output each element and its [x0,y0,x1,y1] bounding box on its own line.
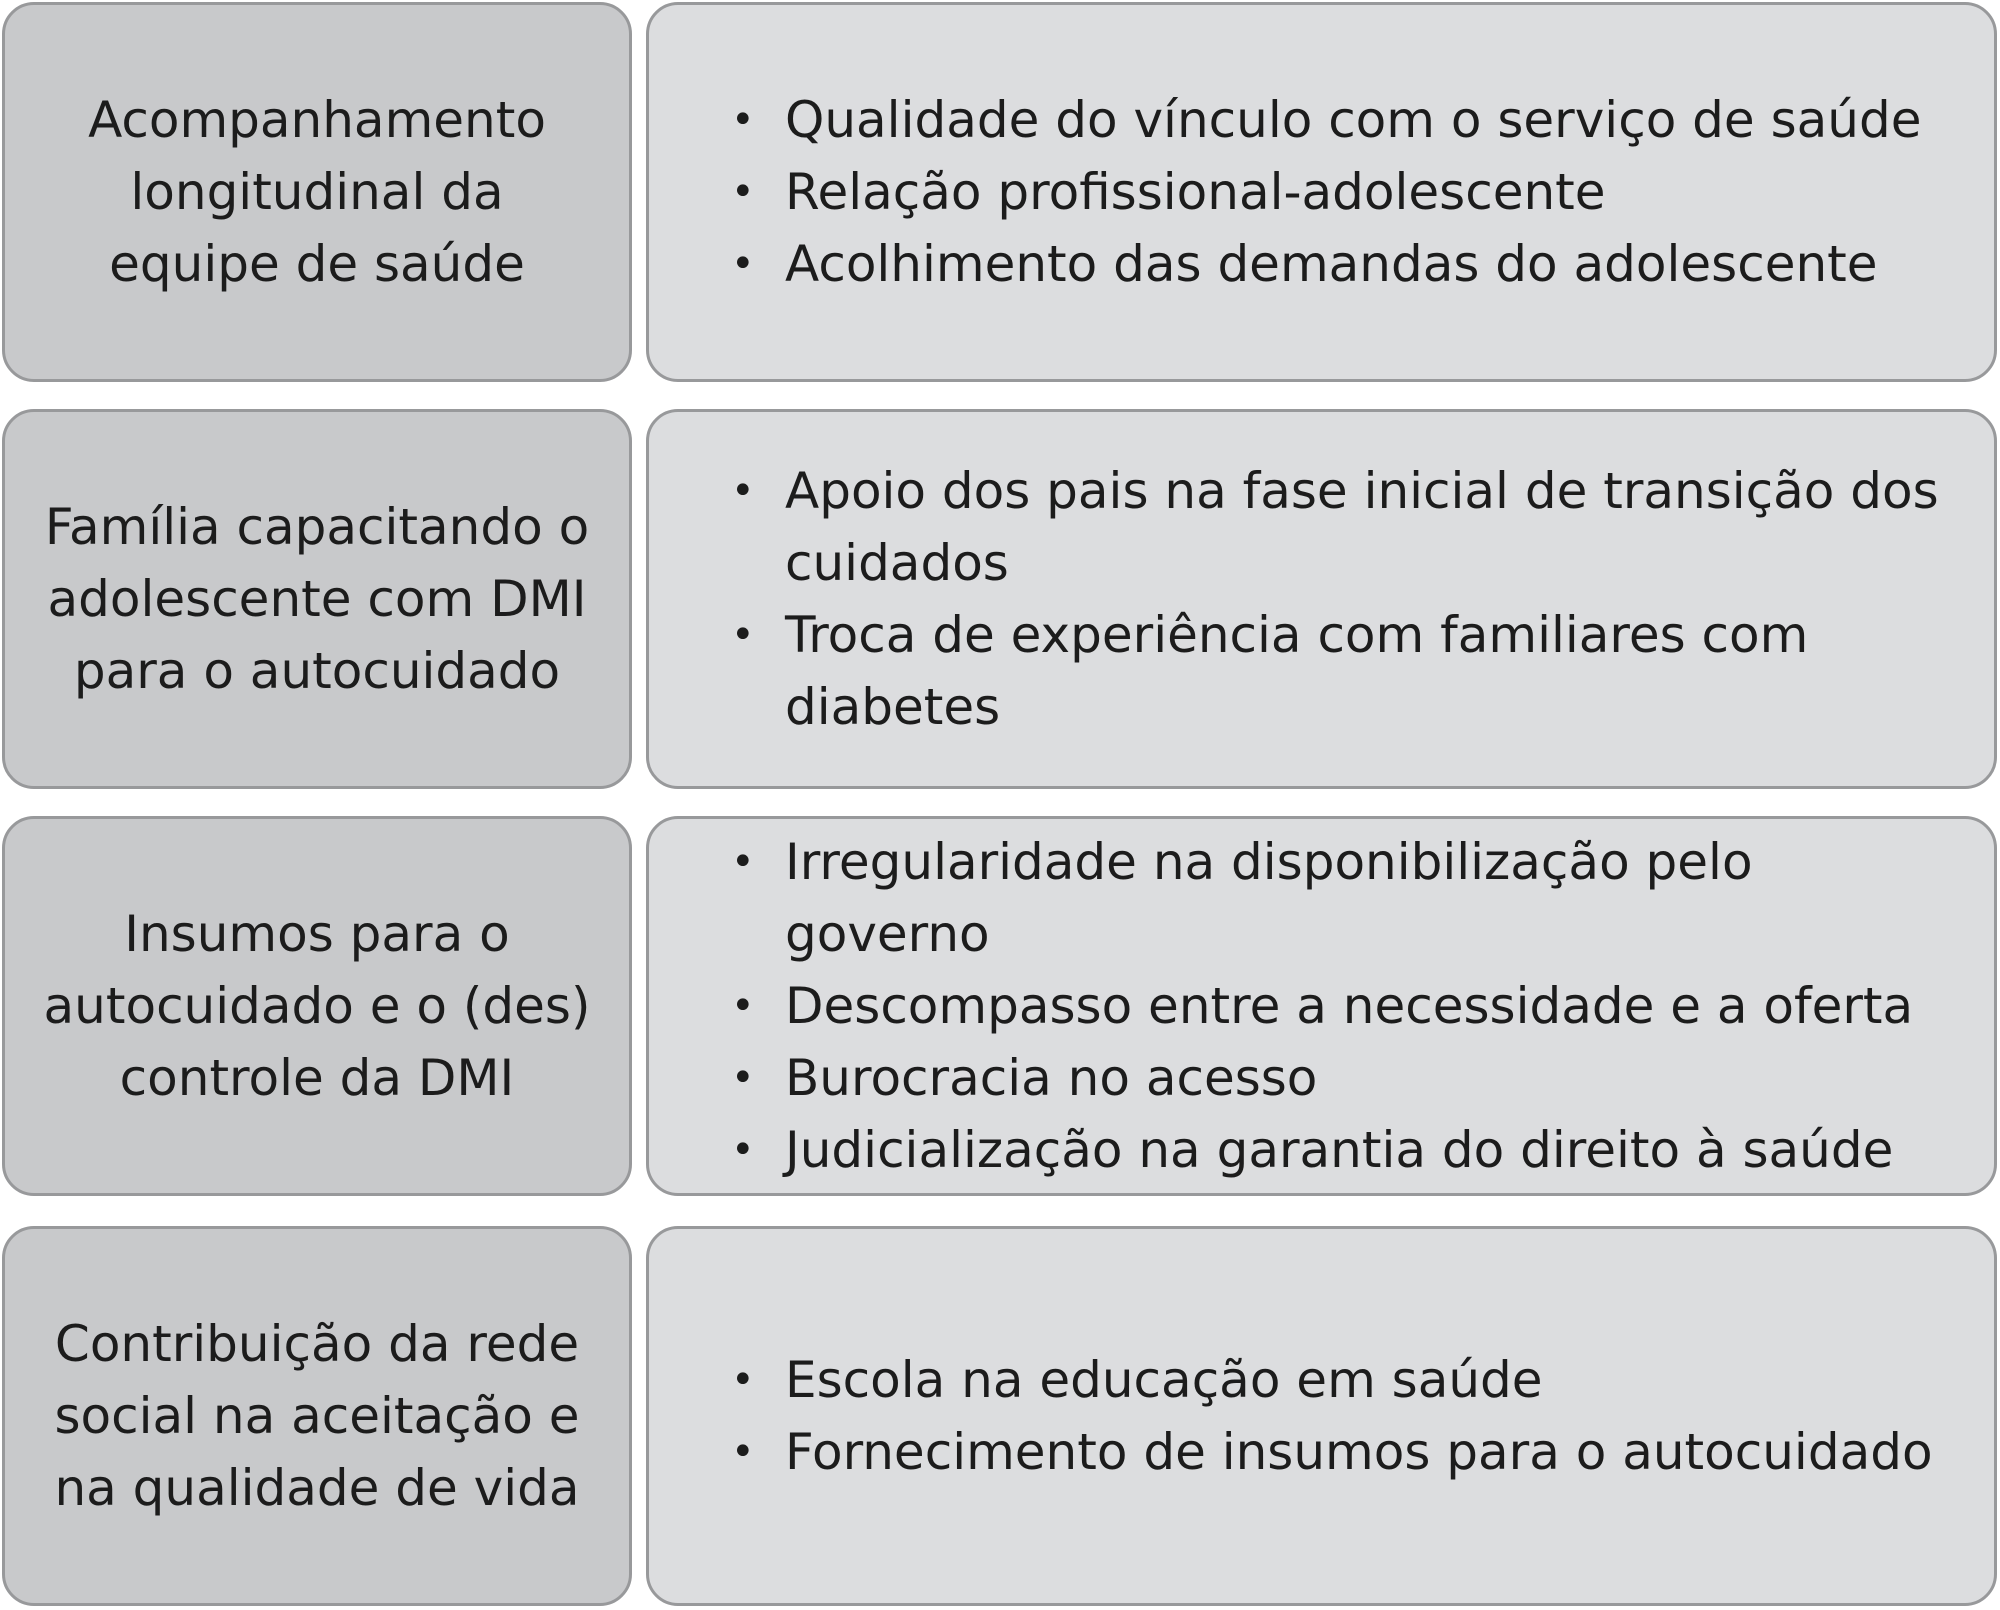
list-item [691,1114,1954,1186]
theme-row-1 [0,0,2000,384]
list-item [691,1042,1954,1114]
list-item [691,1344,1954,1416]
category-box-4 [2,1226,632,1606]
list-item-text: Burocracia no acesso [785,1049,1318,1107]
detail-box-4 [646,1226,1997,1606]
bullet-icon: • [731,1127,755,1173]
list-item-text: Judicialização na garantia do direito à saúde [785,1121,1894,1179]
bullet-icon: • [731,983,755,1029]
theme-row-3 [0,814,2000,1198]
list-item-text: Escola na educação em saúde [785,1351,1543,1409]
bullet-icon: • [731,1357,755,1403]
list-item [691,1416,1954,1488]
detail-box-1 [646,2,1997,382]
list-item [691,455,1954,599]
list-item-text: Qualidade do vínculo com o serviço de saúde [785,91,1922,149]
category-label: Família capacitando o adolescente com DMI para o autocuidado [44,498,590,700]
bullet-icon: • [731,1429,755,1475]
category-box-2 [2,409,632,789]
list-item-text: Descompasso entre a necessidade e a oferta [785,977,1914,1035]
detail-list [691,1344,1954,1488]
category-label: Contribuição da rede social na aceitação e na qualidade de vida [54,1315,580,1517]
detail-list [691,84,1954,300]
list-item [691,228,1954,300]
category-label: Insumos para o autocuidado e o (des) controle da DMI [43,905,591,1107]
bullet-icon: • [731,1055,755,1101]
category-box-3 [2,816,632,1196]
bullet-icon: • [731,169,755,215]
list-item [691,826,1954,970]
list-item-text: Fornecimento de insumos para o autocuidado [785,1423,1933,1481]
list-item-text: Relação profissional-adolescente [785,163,1606,221]
detail-list [691,826,1954,1186]
list-item-text: Apoio dos pais na fase inicial de transição dos cuidados [785,462,1939,592]
category-label: Acompanhamento longitudinal da equipe de saúde [88,91,546,293]
theme-row-2 [0,407,2000,791]
bullet-icon: • [731,612,755,658]
list-item [691,599,1954,743]
bullet-icon: • [731,241,755,287]
bullet-icon: • [731,839,755,885]
theme-row-4 [0,1224,2000,1608]
bullet-icon: • [731,97,755,143]
list-item [691,156,1954,228]
bullet-icon: • [731,468,755,514]
list-item [691,970,1954,1042]
detail-box-2 [646,409,1997,789]
list-item [691,84,1954,156]
category-box-1 [2,2,632,382]
list-item-text: Irregularidade na disponibilização pelo governo [785,833,1753,963]
list-item-text: Troca de experiência com familiares com diabetes [785,606,1809,736]
list-item-text: Acolhimento das demandas do adolescente [785,235,1878,293]
detail-list [691,455,1954,743]
detail-box-3 [646,816,1997,1196]
